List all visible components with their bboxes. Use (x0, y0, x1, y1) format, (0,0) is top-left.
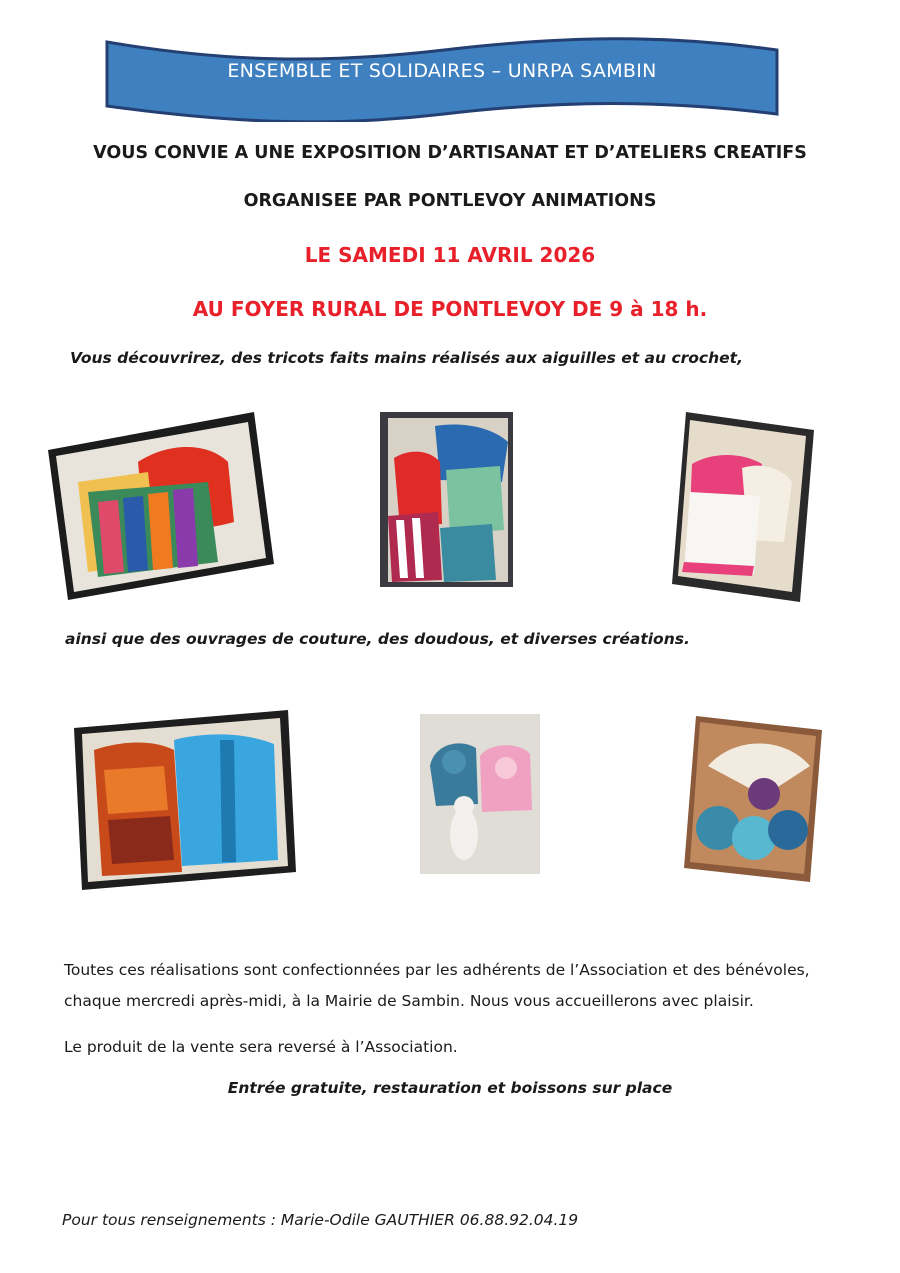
body-text-line2: chaque mercredi après-midi, à la Mairie de Sambin. Nous vous accueillerons avec plaisir. (64, 992, 754, 1010)
patchwork-blue-vests-photo (74, 710, 296, 890)
body-text-line3: Le produit de la vente sera reversé à l’Association. (64, 1038, 458, 1056)
knitted-pink-white-sweaters-photo (672, 412, 814, 602)
knitted-cardigans-photo (48, 412, 274, 600)
doudous-plush-photo (420, 714, 540, 874)
headline-organizer: ORGANISEE PAR PONTLEVOY ANIMATIONS (243, 191, 657, 211)
intro-knitting-text: Vous découvrirez, des tricots faits mains réalisés aux aiguilles et au crochet, (70, 349, 743, 367)
headline-invitation: VOUS CONVIE A UNE EXPOSITION D’ARTISANAT ET D’ATELIERS CREATIFS (93, 143, 807, 163)
banner-title: ENSEMBLE ET SOLIDAIRES – UNRPA SAMBIN (227, 60, 657, 82)
event-location-hours: AU FOYER RURAL DE PONTLEVOY DE 9 à 18 h. (192, 297, 708, 321)
header-banner (104, 36, 780, 122)
intro-sewing-text: ainsi que des ouvrages de couture, des doudous, et diverses créations. (65, 630, 690, 648)
knitted-jumpers-photo (380, 412, 513, 587)
fabric-fans-coasters-photo (684, 716, 822, 882)
entry-info: Entrée gratuite, restauration et boissons sur place (227, 1079, 673, 1097)
event-date: LE SAMEDI 11 AVRIL 2026 (304, 243, 596, 267)
body-text-line1: Toutes ces réalisations sont confectionnées par les adhérents de l’Association et des bénévoles, (64, 961, 810, 979)
contact-info: Pour tous renseignements : Marie-Odile GAUTHIER 06.88.92.04.19 (62, 1211, 579, 1229)
